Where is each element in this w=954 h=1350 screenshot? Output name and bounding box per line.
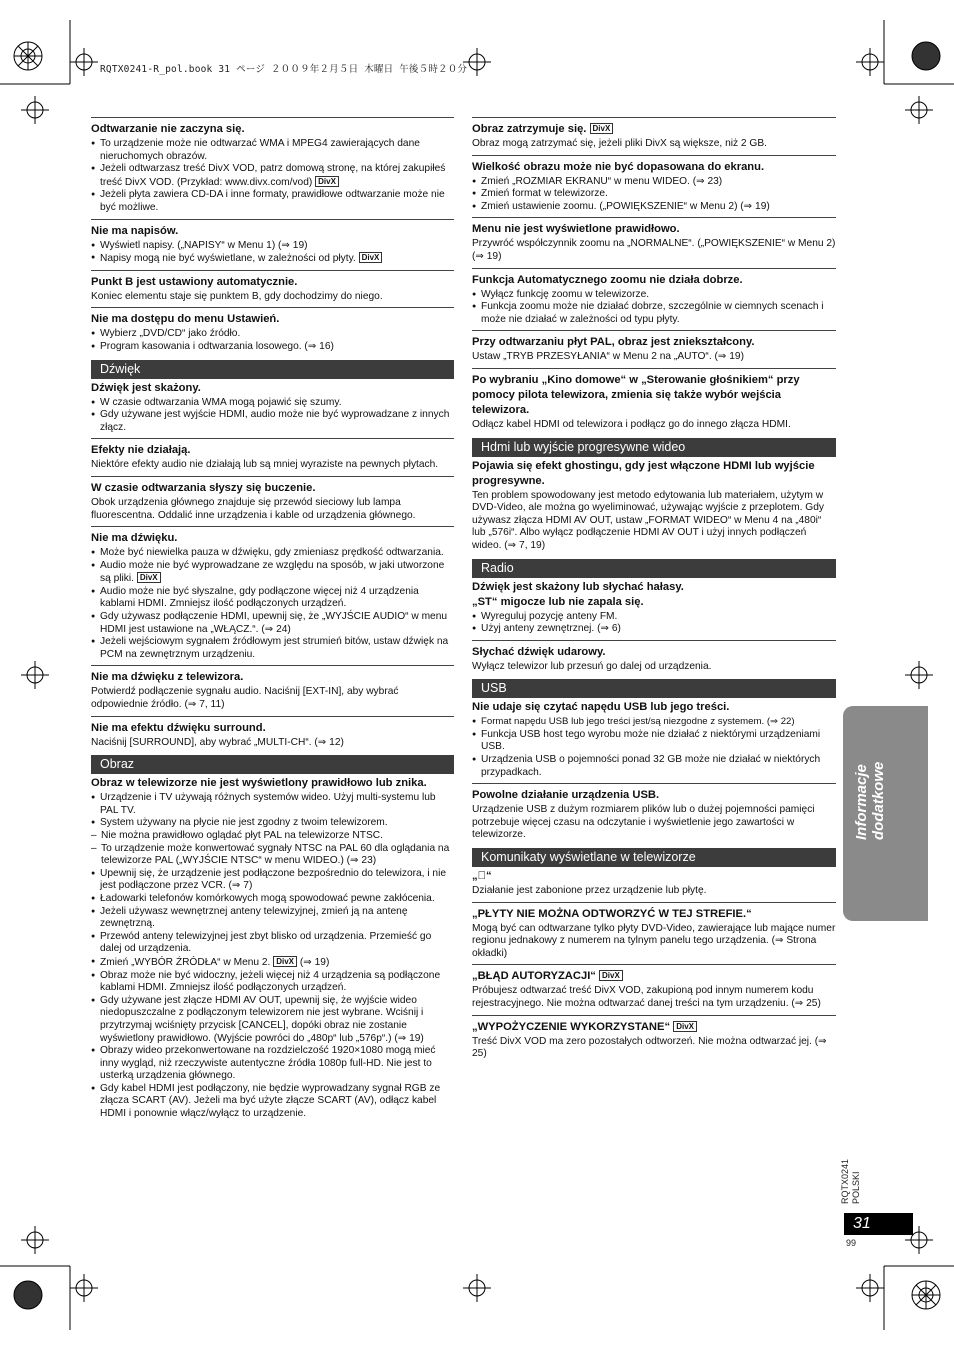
- section-text: Próbujesz odtwarzać treść DivX VOD, zakupioną pod innym numerem kodu rejestracyjnego. Nie można odtwarzać danej treści na tym urządzeniu. (⇒ 25): [472, 985, 821, 1009]
- section-usb-read: [472, 700, 836, 783]
- section-title: Dźwięk jest skażony.: [91, 381, 201, 394]
- section-title: Obraz zatrzymuje się. DivX: [472, 122, 836, 137]
- divx-badge: DivX: [590, 123, 614, 134]
- section-title: „⃠“: [472, 870, 492, 883]
- list-item: ● Jeżeli wejściowym sygnałem źródłowym jest strumień bitów, ustaw dźwięk na PCM na zewnętrznym urządzeniu.: [91, 636, 454, 661]
- list-item: ● To urządzenie może nie odtwarzać WMA i MPEG4 zawierających dane nieruchomych obrazów.: [91, 138, 454, 163]
- list-item: ● Audio może nie być słyszalne, gdy podłączone więcej niż 4 urządzenia kablami HDMI. Zmniejsz ilość podłączonych urządzeń.: [91, 586, 454, 611]
- band-hdmi: Hdmi lub wyjście progresywne wideo: [472, 438, 836, 457]
- section-auto-zoom: [472, 268, 836, 331]
- section-title: „PŁYTY NIE MOŻNA ODTWORZYĆ W TEJ STREFIE.“: [472, 907, 752, 920]
- list-item: ● Zmień „WYBÓR ŹRÓDŁA“ w Menu 2. DivX (⇒ 19): [91, 956, 454, 970]
- section-title: Funkcja Automatycznego zoomu nie działa dobrze.: [472, 273, 743, 286]
- divx-badge: DivX: [273, 956, 297, 967]
- section-region: [472, 902, 836, 965]
- section-text: Odłącz kabel HDMI od telewizora i podłącz go do innego złącza HDMI.: [472, 418, 791, 430]
- section-title: Nie ma dostępu do menu Ustawień.: [91, 313, 280, 326]
- section-title: Nie ma dźwięku.: [91, 532, 178, 545]
- list-item: ● Funkcja USB host tego wyrobu może nie działać z niektórymi urządzeniami USB.: [472, 729, 836, 754]
- section-title: Przy odtwarzaniu płyt PAL, obraz jest zniekształcony.: [472, 336, 755, 349]
- list-item: ● System używany na płycie nie jest zgodny z twoim telewizorem.: [91, 817, 454, 830]
- divx-badge: DivX: [673, 1021, 697, 1032]
- list-item: ● Jeżeli płyta zawiera CD-DA i inne formaty, prawidłowe odtwarzanie może nie być możliwe.: [91, 189, 454, 214]
- section-playback-not-start: [91, 117, 454, 219]
- section-title: Punkt B jest ustawiony automatycznie.: [91, 275, 298, 288]
- band-picture: Obraz: [91, 755, 454, 774]
- list-item: ● Audio może nie być wyprowadzane ze względu na sposób, w jaki utworzone są pliki. DivX: [91, 560, 454, 586]
- band-tv-messages: Komunikaty wyświetlane w telewizorze: [472, 848, 836, 867]
- list-item: ● Może być niewielka pauza w dźwięku, gdy zmieniasz prędkość odtwarzania.: [91, 547, 454, 560]
- section-point-b: [91, 270, 454, 308]
- section-title: Nie ma efektu dźwięku surround.: [91, 721, 266, 734]
- section-usb-slow: [472, 783, 836, 846]
- list-item: ● Wyreguluj pozycję anteny FM.: [472, 611, 836, 624]
- sub-page-number: 99: [846, 1238, 857, 1248]
- section-no-sound: [91, 526, 454, 665]
- section-title: Nie udaje się czytać napędu USB lub jego treści.: [472, 701, 730, 714]
- list-item: – Nie można prawidłowo oglądać płyt PAL na telewizorze NTSC.: [91, 830, 454, 843]
- divx-badge: DivX: [599, 970, 623, 981]
- section-title: „BŁĄD AUTORYZACJI“ DivX: [472, 969, 836, 984]
- section-title: Menu nie jest wyświetlone prawidłowo.: [472, 223, 680, 236]
- list-item: ● Użyj anteny zewnętrznej. (⇒ 6): [472, 623, 836, 636]
- list-item: ● Urządzenia USB o pojemności ponad 32 GB może nie działać w niektórych przypadkach.: [472, 754, 836, 779]
- section-title: Nie ma dźwięku z telewizora.: [91, 671, 244, 684]
- section-no-subtitles: [91, 219, 454, 270]
- section-text: Ustaw „TRYB PRZESYŁANIA“ w Menu 2 na „AUTO“. (⇒ 19): [472, 351, 744, 363]
- section-prohibited: [472, 869, 836, 902]
- print-header: RQTX0241-R_pol.book 31 ページ ２００９年２月５日 木曜日 午後５時２０分: [100, 64, 468, 75]
- band-sound: Dźwięk: [91, 360, 454, 379]
- section-title: Po wybraniu „Kino domowe“ w „Sterowanie głośnikiem“ przy pomocy pilota telewizora, zmienia się także wybór wejścia telewizora.: [472, 373, 800, 416]
- list-item: ● Zmień „ROZMIAR EKRANU“ w menu WIDEO. (⇒ 23): [472, 176, 836, 189]
- list-item: ● Wyłącz funkcję zoomu w telewizorze.: [472, 289, 836, 302]
- section-text: Ten problem spowodowany jest metodo edytowania lub materiałem, użytym w DVD-Video, ale można go wyeliminować, używając wyjście z przeplotem. Gdy używasz złącza HDMI AV OUT, ustaw „FORMAT WIDEO“ w Menu 4 na „480i“ lub „576i“. Albo wyłącz podłączenie HDMI AV OUT i użyj innych podłączeń wideo. (⇒ 7, 19): [472, 489, 824, 551]
- section-text: Obraz mogą zatrzymać się, jeżeli pliki DivX są większe, niż 2 GB.: [472, 138, 767, 149]
- right-column: [472, 117, 836, 1065]
- divx-badge: DivX: [315, 176, 339, 187]
- section-picture-size: [472, 155, 836, 218]
- list-item: ● Gdy używane jest wyjście HDMI, audio może nie być wyprowadzane z innych złącz.: [91, 409, 454, 434]
- section-title: W czasie odtwarzania słyszy się buczenie.: [91, 481, 316, 494]
- list-item: ● Funkcja zoomu może nie działać dobrze, szczególnie w ciemnych scenach i może nie działać w zależności od typu płyty.: [472, 301, 836, 326]
- section-text: Wyłącz telewizor lub przesuń go dalej od urządzenia.: [472, 660, 712, 672]
- list-item: ● Program kasowania i odtwarzania losowego. (⇒ 16): [91, 341, 454, 354]
- section-text: Potwierdź podłączenie sygnału audio. Naciśnij [EXT-IN], aby wybrać odpowiednie źródło. (⇒ 7, 11): [91, 686, 399, 711]
- section-radio-noise: [472, 580, 836, 640]
- section-effects: [91, 438, 454, 476]
- section-text: Urządzenie USB z dużym rozmiarem plików lub o dużej pojemności pamięci potrzebuje więcej czasu na odczytanie i wyświetlenie jego zawartości w telewizorze.: [472, 804, 815, 841]
- section-no-tv-sound: [91, 665, 454, 715]
- list-item: ● Obrazy wideo przekonwertowane na rozdzielczość 1920×1080 mogą mieć inny wygląd, niż rzeczywiste autentyczne źródła 1080p full-HD. Nie jest to usterką urządzenia głównego.: [91, 1045, 454, 1083]
- section-title: Obraz w telewizorze nie jest wyświetlony prawidłowo lub znika.: [91, 777, 427, 790]
- section-title: Dźwięk jest skażony lub słychać hałasy.: [472, 580, 684, 593]
- list-item: ● Napisy mogą nie być wyświetlane, w zależności od płyty. DivX: [91, 252, 454, 266]
- document-code: RQTX0241 POLSKI: [840, 1158, 861, 1204]
- section-home-cinema: [472, 368, 836, 436]
- section-hum: [91, 476, 454, 526]
- section-title: Powolne działanie urządzenia USB.: [472, 789, 660, 802]
- section-no-surround: [91, 716, 454, 754]
- section-ghosting: [472, 459, 836, 557]
- section-pal-distorted: [472, 330, 836, 368]
- left-column: [91, 117, 454, 1125]
- divx-badge: DivX: [359, 252, 383, 263]
- list-item: ● Gdy używane jest złącze HDMI AV OUT, upewnij się, że wyjście wideo niedopuszczalne z podłączonym telewizorem nie jest wybrane. Wciśnij i przytrzymaj wciśnięty przycisk [CANCEL], dopóki obraz nie zostanie wyświetlony prawidłowo. (Wyjście powróci do „480p“ lub „576p“.) (⇒ 19): [91, 995, 454, 1045]
- band-radio: Radio: [472, 559, 836, 578]
- divx-badge: DivX: [137, 572, 161, 583]
- list-item: ● Zmień format w telewizorze.: [472, 188, 836, 201]
- list-item: ● Jeżeli odtwarzasz treść DivX VOD, patrz domową stronę, na której zakupiłeś treść DivX VOD. (Przykład: www.divx.com/vod) DivX: [91, 163, 454, 189]
- section-text: Naciśnij [SURROUND], aby wybrać „MULTI-CH“. (⇒ 12): [91, 736, 344, 748]
- list-item: – To urządzenie może konwertować sygnały NTSC na PAL 60 dla oglądania na telewizorze PAL („WYJŚCIE NTSC“ w menu WIDEO.) (⇒ 23): [91, 843, 454, 868]
- band-usb: USB: [472, 679, 836, 698]
- list-item: ● Wyświetl napisy. („NAPISY“ w Menu 1) (⇒ 19): [91, 240, 454, 253]
- list-item: ● Zmień ustawienie zoomu. („POWIĘKSZENIE“ w Menu 2) (⇒ 19): [472, 201, 836, 214]
- side-tab-label: Informacje dodatkowe: [853, 761, 887, 840]
- section-title: Wielkość obrazu może nie być dopasowana do ekranu.: [472, 160, 765, 173]
- section-text: Treść DivX VOD ma zero pozostałych odtworzeń. Nie można odtwarzać jej. (⇒ 25): [472, 1035, 827, 1060]
- section-menu-display: [472, 217, 836, 267]
- section-title: Słychać dźwięk udarowy.: [472, 645, 606, 658]
- list-item: ● Gdy kabel HDMI jest podłączony, nie będzie wyprowadzany sygnał RGB ze złącza SCART (AV). Jeżeli ma być użyte złącze SCART (AV), odłącz kabel HDMI i ponownie włącz/wyłącz to urządzenie.: [91, 1083, 454, 1121]
- section-text: Przywróć współczynnik zoomu na „NORMALNE“. („POWIĘKSZENIE“ w Menu 2) (⇒ 19): [472, 238, 836, 262]
- list-item: ● Jeżeli używasz wewnętrznej anteny telewizyjnej, zmień ją na antenę zewnętrzną.: [91, 906, 454, 931]
- list-item: ● Gdy używasz podłączenie HDMI, upewnij się, że „WYJŚCIE AUDIO“ w menu HDMI jest ustawione na „WŁĄCZ.“. (⇒ 24): [91, 611, 454, 636]
- section-title: Nie ma napisów.: [91, 224, 179, 237]
- section-title: „WYPOŻYCZENIE WYKORZYSTANE“ DivX: [472, 1020, 836, 1035]
- section-title: „ST“ migocze lub nie zapala się.: [472, 595, 644, 608]
- section-rental-expired: [472, 1015, 836, 1065]
- section-sound-distorted: [91, 381, 454, 439]
- section-text: Koniec elementu staje się punktem B, gdy dochodzimy do niego.: [91, 290, 383, 302]
- section-auth-error: [472, 964, 836, 1014]
- list-item: ● Przewód anteny telewizyjnej jest zbyt blisko od urządzenia. Przemieść go dalej od urządzenia.: [91, 931, 454, 956]
- list-item: ● Wybierz „DVD/CD“ jako źródło.: [91, 328, 454, 341]
- list-item: ● Format napędu USB lub jego treści jest/są niezgodne z systemem. (⇒ 22): [472, 716, 836, 729]
- section-beat-sound: [472, 640, 836, 678]
- section-title: Odtwarzanie nie zaczyna się.: [91, 123, 245, 135]
- section-title: Pojawia się efekt ghostingu, gdy jest włączone HDMI lub wyjście progresywne.: [472, 459, 815, 487]
- list-item: ● Ładowarki telefonów komórkowych mogą spowodować pewne zakłócenia.: [91, 893, 454, 906]
- list-item: ● W czasie odtwarzania WMA mogą pojawić się szumy.: [91, 397, 454, 410]
- list-item: ● Obraz może nie być widoczny, jeżeli więcej niż 4 urządzenia są podłączone kablami HDMI. Zmniejsz ilość podłączonych urządzeń.: [91, 970, 454, 995]
- section-title: Efekty nie działają.: [91, 444, 191, 457]
- page-number: 31: [844, 1213, 913, 1235]
- section-picture-not-displayed: [91, 776, 454, 1124]
- section-picture-freezes: [472, 117, 836, 155]
- section-no-setup-menu: [91, 307, 454, 357]
- list-item: ● Urządzenie i TV używają różnych systemów wideo. Użyj multi-systemu lub PAL TV.: [91, 792, 454, 817]
- section-text: Niektóre efekty audio nie działają lub są mniej wyraziste na pewnych płytach.: [91, 459, 439, 471]
- section-text: Obok urządzenia głównego znajduje się przewód sieciowy lub lampa fluorescentna. Oddalić inne urządzenia i kable od urządzenia głównego.: [91, 496, 416, 521]
- section-text: Mogą być can odtwarzane tylko płyty DVD-Video, zawierające lub mające numer regionu jednakowy z numerem na tylnym panelu tego urządzenia. (⇒ Strona okładki): [472, 922, 836, 959]
- list-item: ● Upewnij się, że urządzenie jest podłączone bezpośrednio do telewizora, i nie jest podłączone przez VCR. (⇒ 7): [91, 868, 454, 893]
- section-text: Działanie jest zabonione przez urządzenie lub płytę.: [472, 885, 707, 897]
